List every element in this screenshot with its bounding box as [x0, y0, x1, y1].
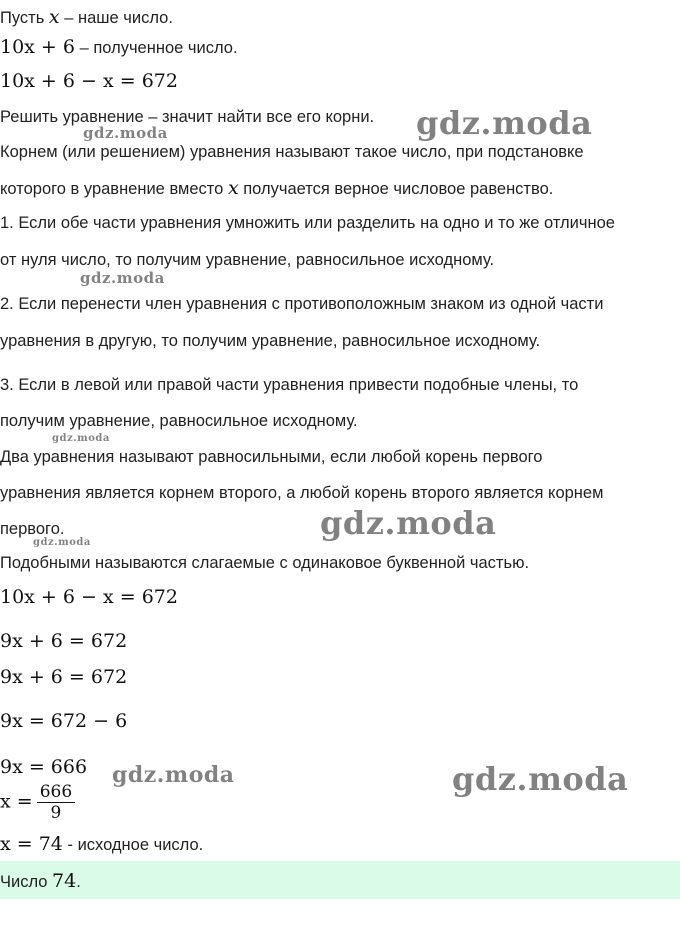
answer-label: Число	[0, 873, 53, 891]
text-line: получим уравнение, равносильное исходному.	[0, 412, 358, 430]
watermark: gdz.moda	[52, 433, 110, 444]
answer-value: 74	[52, 870, 77, 892]
text-fragment: получается верное числовое равенство.	[238, 180, 554, 198]
answer-period: .	[76, 873, 81, 891]
watermark: gdz.moda	[416, 104, 593, 142]
watermark: gdz.moda	[320, 504, 497, 542]
text-line	[0, 177, 553, 200]
watermark: gdz.moda	[33, 537, 91, 548]
text-line	[0, 36, 238, 59]
text-line: уравнения в другую, то получим уравнение, равносильное исходному.	[0, 332, 541, 350]
text-line: 2. Если перенести член уравнения с противоположным знаком из одной части	[0, 295, 604, 313]
fraction-numerator: 666	[37, 782, 75, 803]
text-line: первого.	[0, 520, 65, 538]
fraction-equation	[0, 782, 75, 823]
text-fragment: – полученное число.	[74, 39, 238, 57]
math-expression: x =	[0, 790, 33, 813]
math-variable: x	[48, 6, 60, 28]
text-line: Подобными называются слагаемые с одинаковое буквенной частью.	[0, 554, 530, 572]
equation: 9x + 6 = 672	[0, 630, 128, 652]
math-variable: x	[227, 177, 239, 199]
text-fragment: - исходное число.	[62, 836, 204, 854]
watermark: gdz.moda	[452, 760, 629, 798]
watermark: gdz.moda	[112, 762, 235, 788]
watermark: gdz.moda	[80, 269, 165, 287]
equation: 9x = 666	[0, 756, 88, 778]
text-fragment: которого в уравнение вместо	[0, 180, 228, 198]
text-line: Решить уравнение – значит найти все его корни.	[0, 108, 375, 126]
text-line	[0, 6, 173, 29]
fraction-denominator: 9	[50, 803, 62, 823]
math-expression: x = 74	[0, 833, 63, 855]
equation: 10x + 6 − x = 672	[0, 586, 178, 608]
equation: 9x + 6 = 672	[0, 666, 128, 688]
fraction	[37, 782, 75, 823]
text-line	[0, 833, 203, 856]
text-line: 3. Если в левой или правой части уравнения привести подобные члены, то	[0, 376, 579, 394]
answer-line	[0, 870, 81, 893]
equation: 9x = 672 − 6	[0, 710, 128, 732]
watermark: gdz.moda	[83, 124, 168, 142]
math-expression: 10x + 6	[0, 36, 75, 58]
answer-box	[0, 861, 680, 899]
text-line: Корнем (или решением) уравнения называют такое число, при подстановке	[0, 143, 584, 161]
text-fragment: Пусть	[0, 9, 49, 27]
text-fragment: – наше число.	[59, 9, 173, 27]
text-line: Два уравнения называют равносильными, если любой корень первого	[0, 448, 543, 466]
text-line: уравнения является корнем второго, а любой корень второго является корнем	[0, 484, 604, 502]
text-line: от нуля число, то получим уравнение, равносильное исходному.	[0, 251, 495, 269]
text-line: 1. Если обе части уравнения умножить или разделить на одно и то же отличное	[0, 214, 615, 232]
equation: 10x + 6 − x = 672	[0, 70, 178, 92]
